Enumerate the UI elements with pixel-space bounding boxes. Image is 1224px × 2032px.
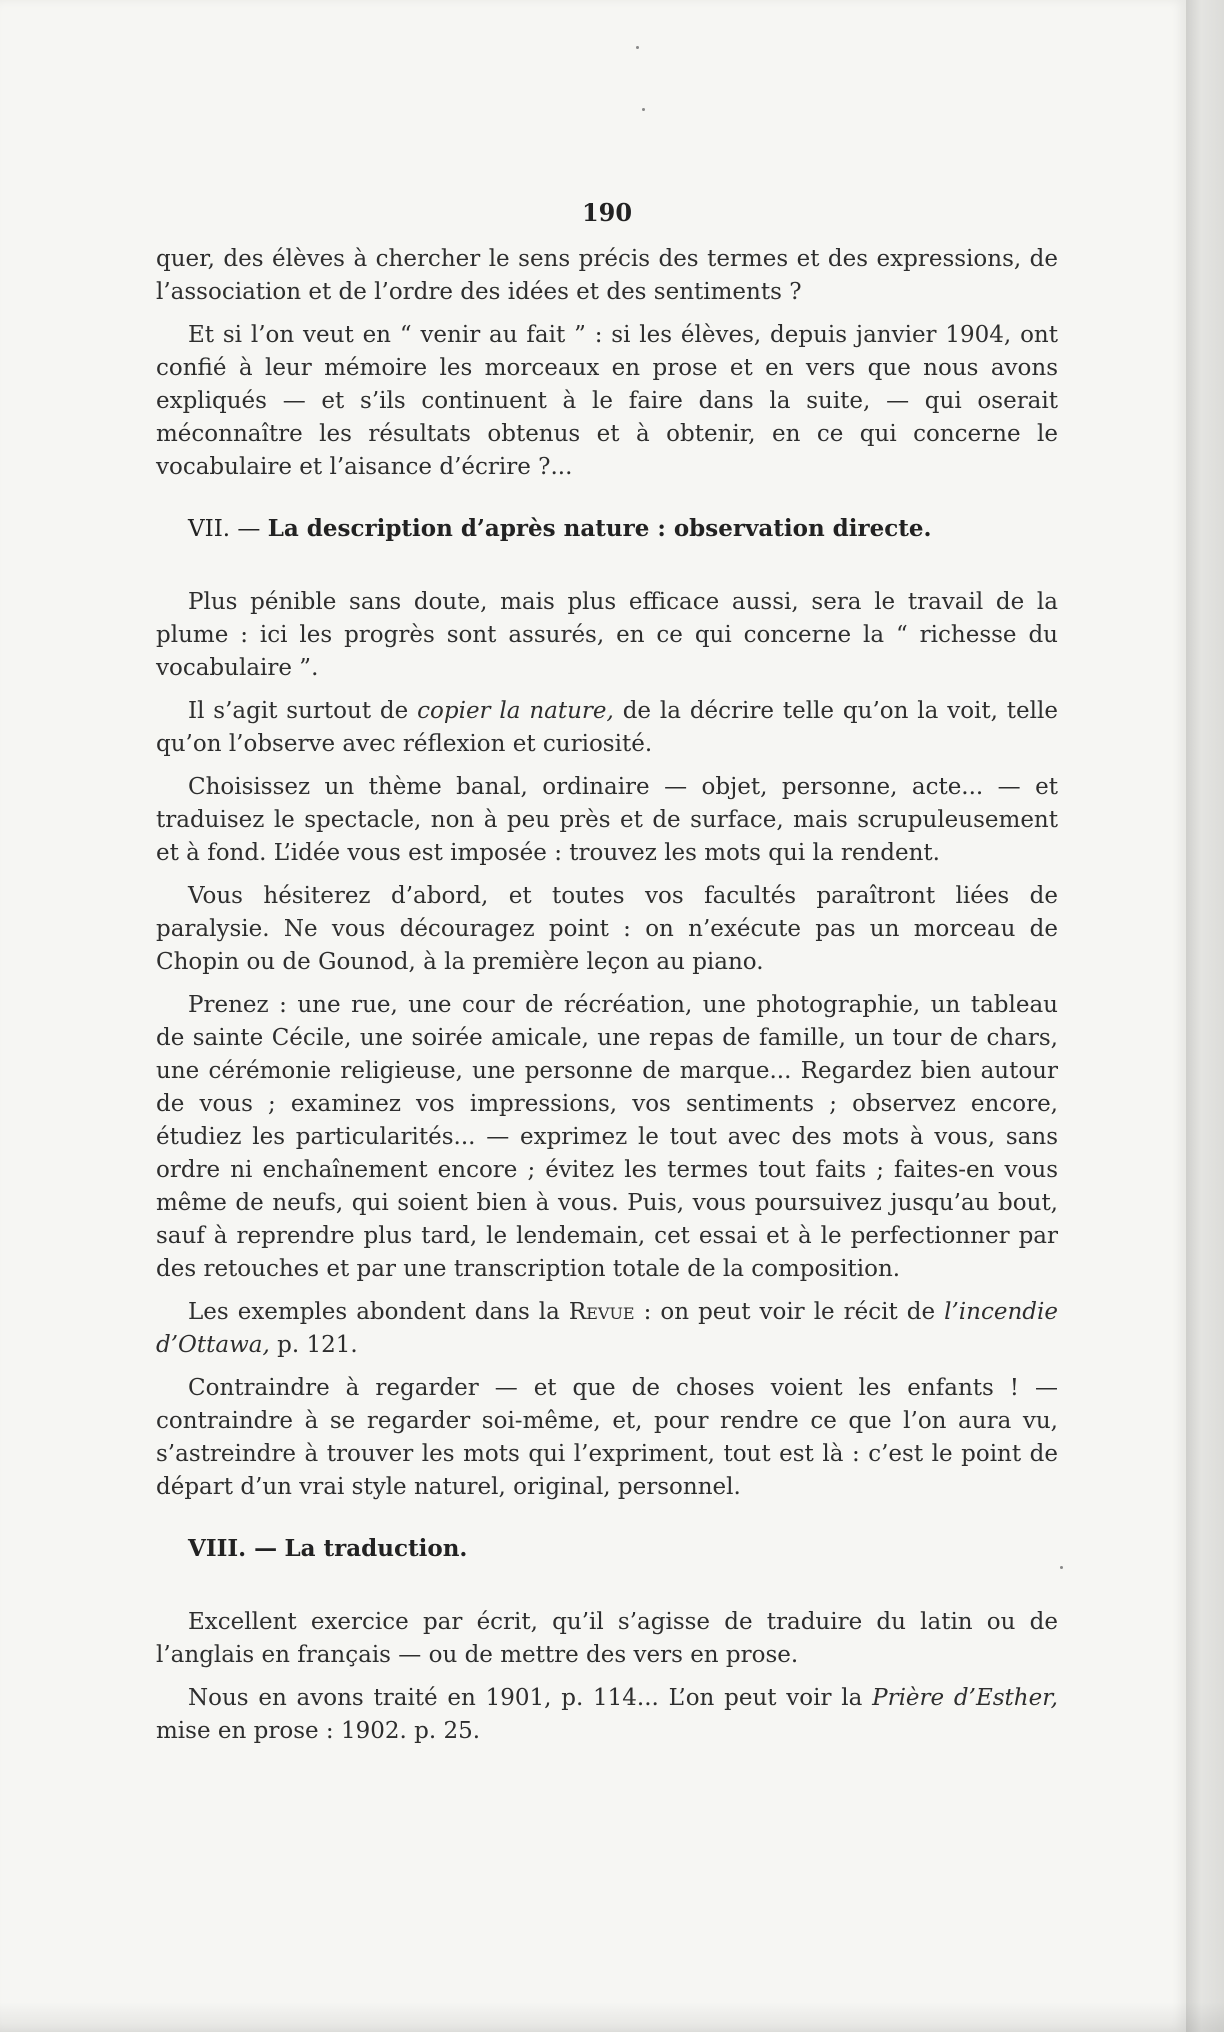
section-heading-viii <box>188 1532 1058 1566</box>
page-number: 190 <box>581 198 633 227</box>
italic-run: Prière d’Esther, <box>872 1685 1058 1711</box>
page-edge <box>1186 0 1224 2032</box>
paragraph <box>156 695 1058 761</box>
paragraph: Prenez : une rue, une cour de récréation, une photographie, un tableau de sainte Cécile, une soirée amicale, une repas de famille, un tour de chars, une cérémonie religieuse, une personne de marque... Regardez bien autour de vous ; examinez vos impressions, vos sentiments ; observez encore, étudiez les particularités... — exprimez le tout avec des mots à vous, sans ordre ni enchaînement encore ; évitez les termes tout faits ; faites-en vous même de neufs, qui soient bien à vous. Puis, vous poursuivez jusqu’au bout, sauf à reprendre plus tard, le lendemain, cet essai et à le perfectionner par des retouches et par une transcription totale de la composition. <box>156 992 1058 1282</box>
section-title: La description d’après nature : observation directe. <box>267 515 932 542</box>
paragraph <box>156 1682 1058 1748</box>
page-text <box>156 196 1058 1758</box>
scan-speck <box>642 108 645 111</box>
section-heading-vii <box>188 512 1058 546</box>
italic-run: copier la nature, <box>417 698 614 724</box>
paragraph: quer, des élèves à chercher le sens précis des termes et des expressions, de l’association et de l’ordre des idées et des sentiments ? <box>156 246 1058 305</box>
section-title: La traduction. <box>284 1535 468 1562</box>
text-run: de la décrire telle qu’on la voit, telle qu’on l’observe avec réflexion et curiosité. <box>156 698 1058 757</box>
scan-speck <box>636 46 639 49</box>
paragraph: Choisissez un thème banal, ordinaire — objet, personne, acte... — et traduisez le spectacle, non à peu près et de surface, mais scrupuleusement et à fond. L’idée vous est imposée : trouvez les mots qui la rendent. <box>156 774 1058 866</box>
text-run: : on peut voir le récit de <box>634 1299 945 1325</box>
scan-speck <box>1060 1566 1063 1569</box>
section-number: VIII. — <box>188 1535 278 1562</box>
paragraph <box>156 1296 1058 1362</box>
revue-small-caps: Revue <box>568 1299 635 1325</box>
scan-bottom-shadow <box>0 2002 1224 2032</box>
italic-run: l’incendie d’Ottawa, <box>156 1299 1058 1358</box>
paragraph: Contraindre à regarder — et que de choses voient les enfants ! — contraindre à se regarder soi-même, et, pour rendre ce que l’on aura vu, s’astreindre à trouver les mots qui l’expriment, tout est là : c’est le point de départ d’un vrai style naturel, original, personnel. <box>156 1375 1058 1500</box>
paragraph: Vous hésiterez d’abord, et toutes vos facultés paraîtront liées de paralysie. Ne vous découragez point : on n’exécute pas un morceau de Chopin ou de Gounod, à la première leçon au piano. <box>156 883 1058 975</box>
text-run: Les exemples abondent dans la <box>188 1299 569 1325</box>
text-run: mise en prose : 1902. p. 25. <box>156 1718 481 1744</box>
text-run: Nous en avons traité en 1901, p. 114... L’on peut voir la <box>188 1685 873 1711</box>
text-run: p. 121. <box>269 1332 358 1358</box>
paragraph: Excellent exercice par écrit, qu’il s’agisse de traduire du latin ou de l’anglais en français — ou de mettre des vers en prose. <box>156 1609 1058 1668</box>
section-number: VII. — <box>188 516 261 542</box>
text-run: Il s’agit surtout de <box>188 698 418 724</box>
paragraph: Plus pénible sans doute, mais plus efficace aussi, sera le travail de la plume : ici les progrès sont assurés, en ce qui concerne la “ richesse du vocabulaire ”. <box>156 589 1058 681</box>
paragraph: Et si l’on veut en “ venir au fait ” : si les élèves, depuis janvier 1904, ont confié à leur mémoire les morceaux en prose et en vers que nous avons expliqués — et s’ils continuent à le faire dans la suite, — qui oserait méconnaître les résultats obtenus et à obtenir, en ce qui concerne le vocabulaire et l’aisance d’écrire ?... <box>156 322 1058 480</box>
